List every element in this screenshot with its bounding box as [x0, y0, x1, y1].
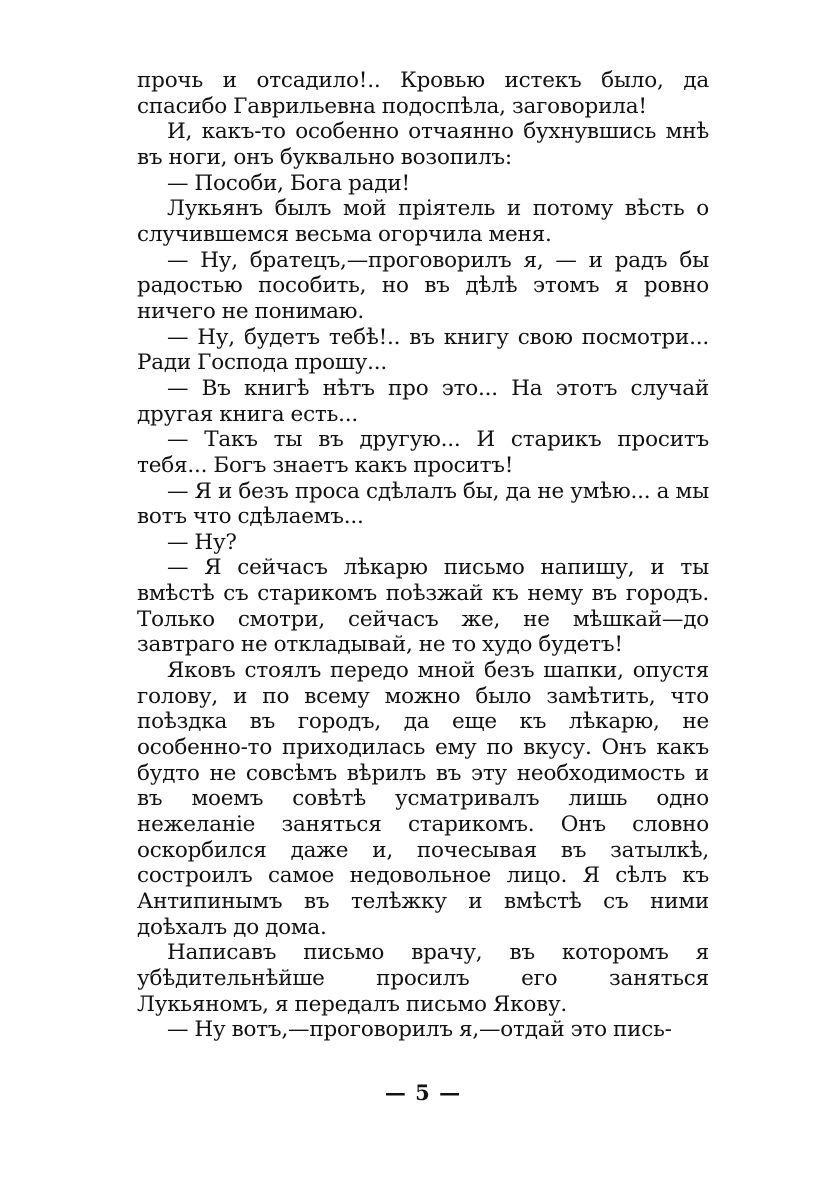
- paragraph: — Я и безъ проса сдѣлалъ бы, да не умѣю... а мы вотъ что сдѣлаемъ...: [137, 478, 709, 530]
- paragraph: — Ну, будетъ тебѣ!.. въ книгу свою посмотри... Ради Господа прошу...: [137, 324, 709, 376]
- paragraph: — Пособи, Бога ради!: [167, 170, 410, 196]
- paragraph: Лукьянъ былъ мой пріятель и потому вѣсть о случившемся весьма огорчила меня.: [137, 196, 709, 247]
- page-text: [137, 68, 709, 1071]
- paragraph: Яковъ стоялъ передо мной безъ шапки, опустя голову, и по всему можно было замѣтить, что поѣздка въ городъ, да еще къ лѣкарю, не особенно-то приходилась ему по вкусу. Онъ какъ будто не совсѣмъ вѣрилъ въ эту необходимость и въ моемъ совѣтѣ усматривалъ лишь одно нежеланіе заняться старикомъ. Онъ словно оскорбился даже и, почесывая въ затылкѣ, состроилъ самое недовольное лицо. Я сѣлъ къ Антипинымъ въ телѣжку и вмѣстѣ съ ними доѣхалъ до дома.: [137, 658, 709, 940]
- paragraph: — Ну, братецъ,—проговорилъ я, — и радъ бы радостью пособить, но въ дѣлѣ этомъ я ровно ничего не понимаю.: [137, 247, 709, 324]
- paragraph: — Ну?: [167, 529, 237, 555]
- paragraph: — Въ книгѣ нѣтъ про это... На этотъ случай другая книга есть...: [137, 375, 709, 427]
- paragraph: — Ну вотъ,—проговорилъ я,—отдай это пись-: [167, 1017, 672, 1043]
- paragraph: прочь и отсадило!.. Кровью истекъ было, да спасибо Гаврильевна подоспѣла, заговорила!: [137, 68, 709, 119]
- book-page: [137, 68, 709, 1188]
- paragraph: — Я сейчасъ лѣкарю письмо напишу, и ты вмѣстѣ съ старикомъ поѣзжай къ нему въ городъ. Только смотри, сейчасъ же, не мѣшкай—до завтраго не откладывай, не то худо будетъ!: [137, 555, 709, 658]
- paragraph: Написавъ письмо врачу, въ которомъ я убѣдительнѣйше просилъ его заняться Лукьяномъ, я передалъ письмо Якову.: [137, 940, 709, 1017]
- paragraph: И, какъ-то особенно отчаянно бухнувшись мнѣ въ ноги, онъ буквально возопилъ:: [137, 119, 709, 170]
- paragraph: — Такъ ты въ другую... И старикъ проситъ тебя... Богъ знаетъ какъ проситъ!: [137, 427, 709, 478]
- page-number: — 5 —: [384, 1080, 462, 1105]
